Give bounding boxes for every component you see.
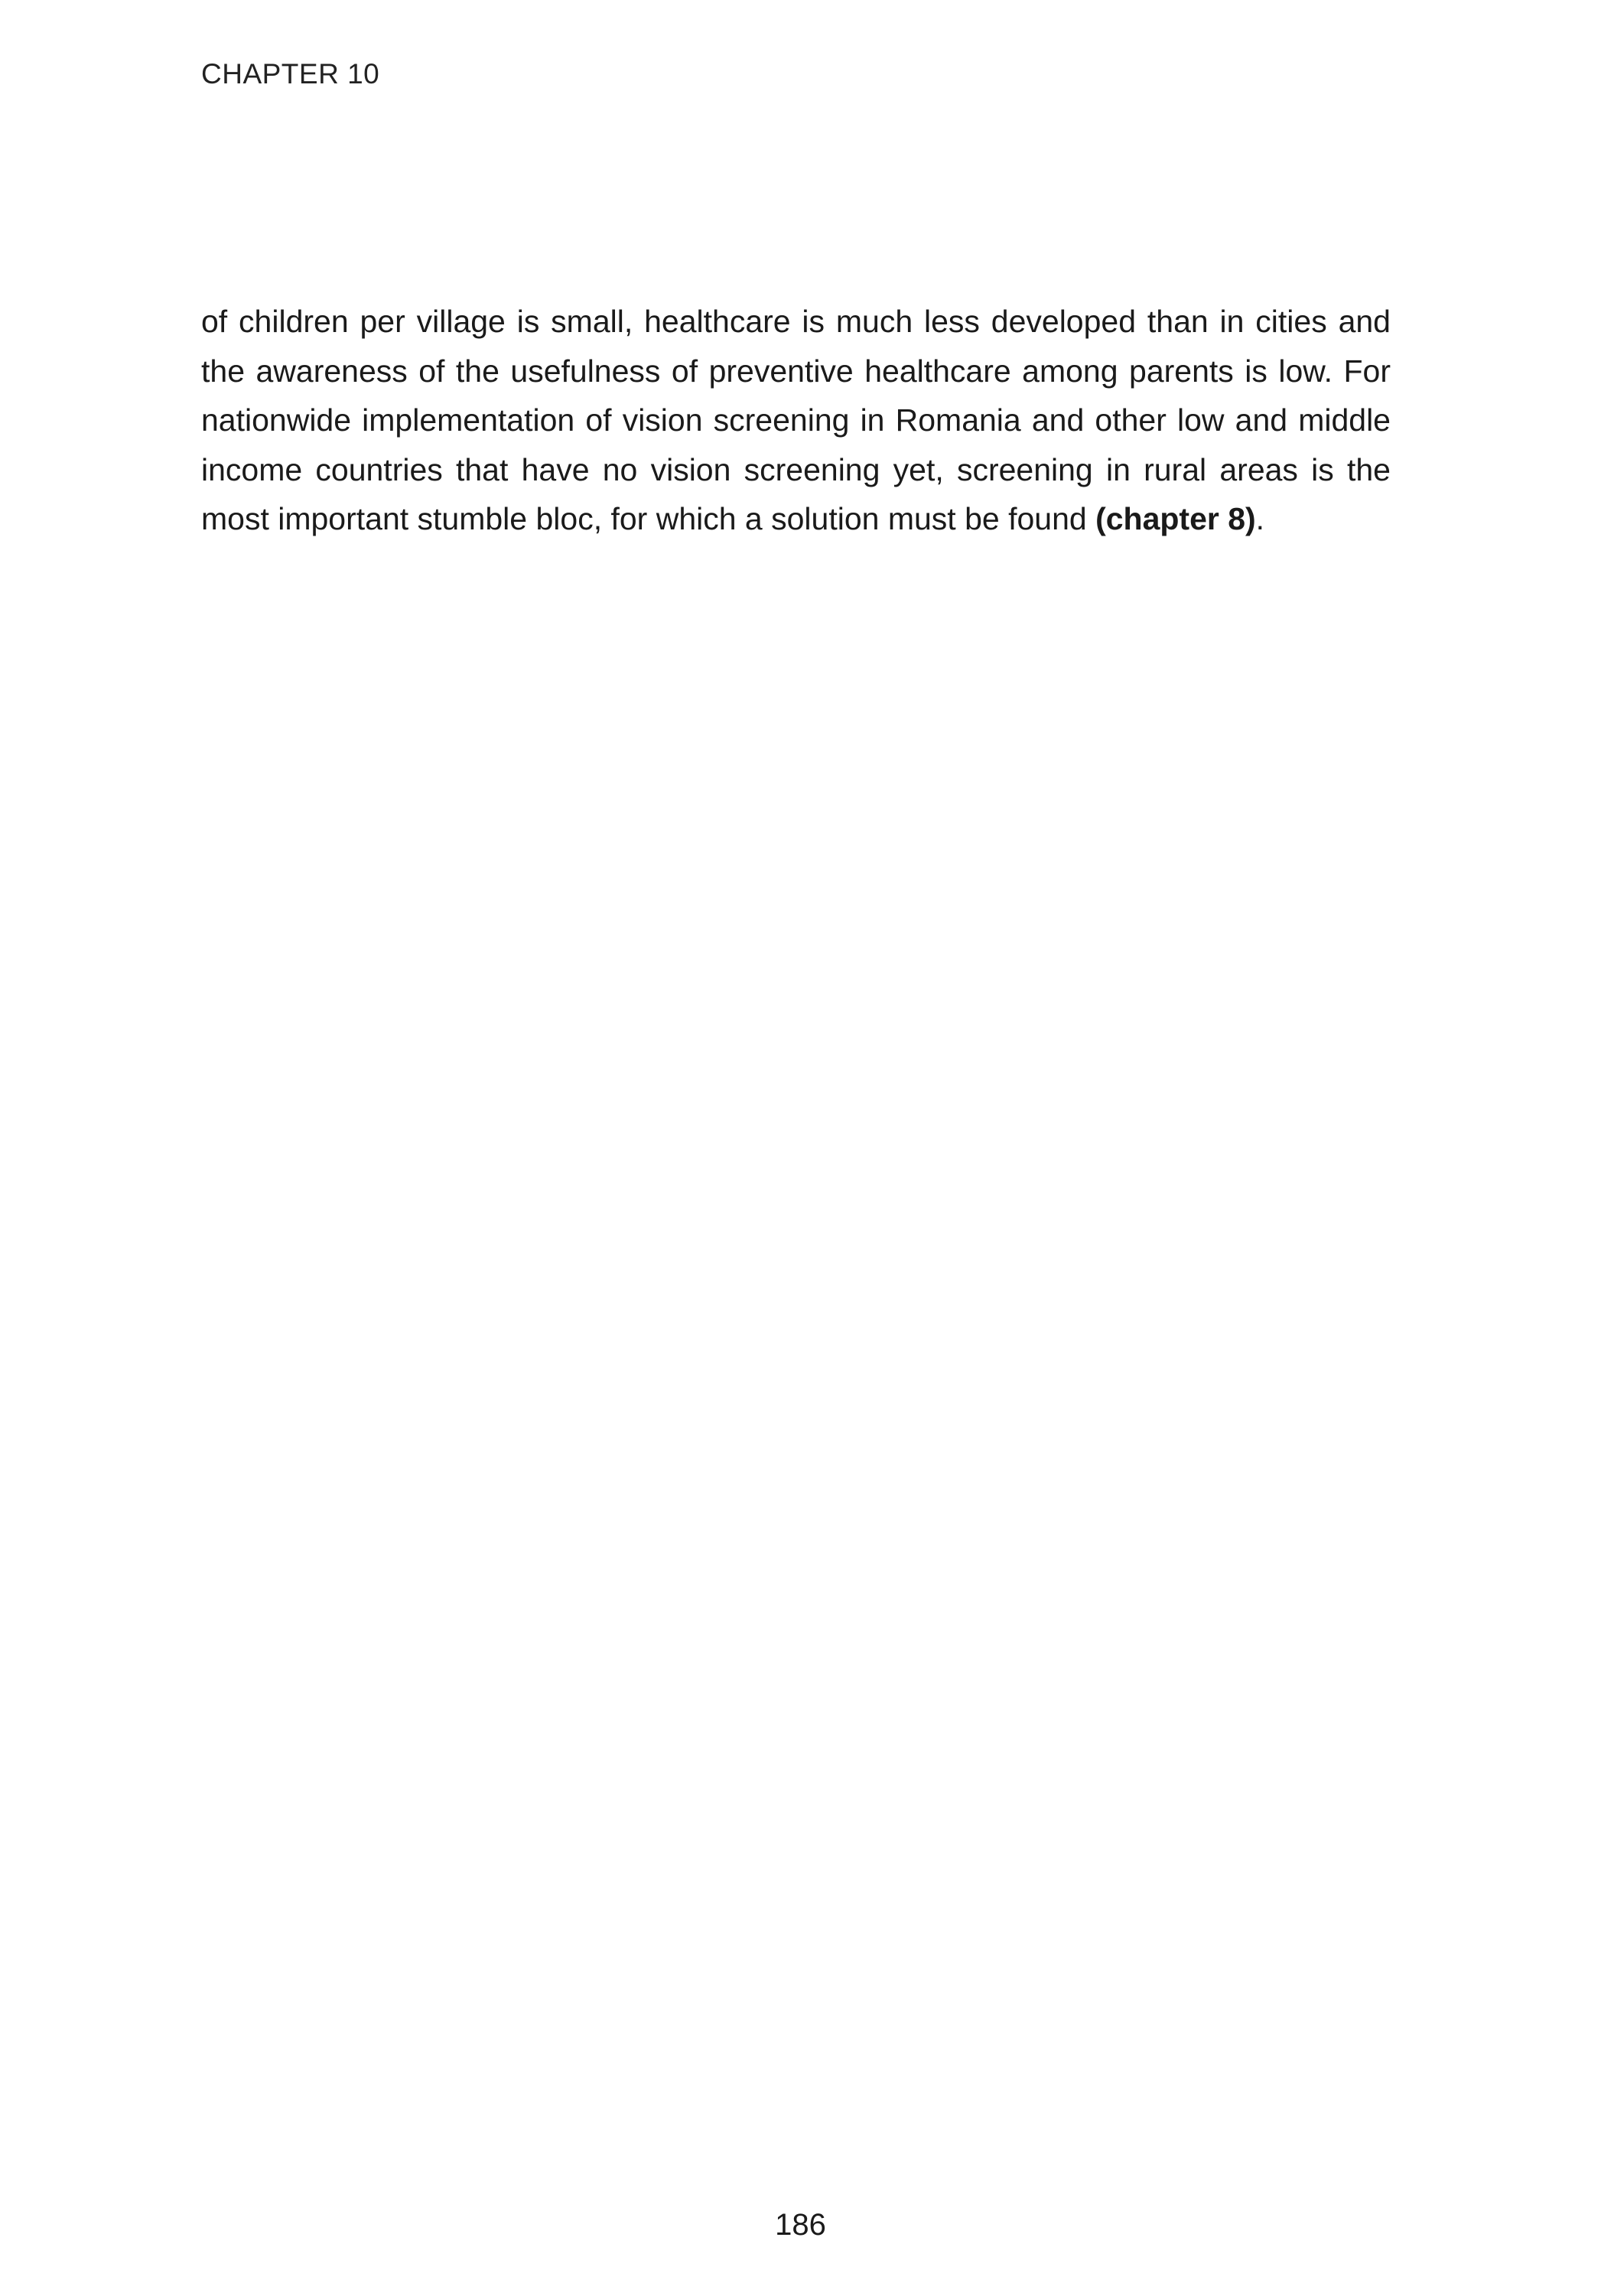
paragraph-text: of children per village is small, healthcare is much less developed than in cities and the awareness of the usefulness of preventive healthcare among parents is low. For nationwide implementation of vision screening in Romania and other low and middle income countries that have no vision screening yet, screening in rural areas is the most important stumble bloc, for which a solution must be found xyxy=(201,304,1391,536)
page-number: 186 xyxy=(775,2208,826,2242)
chapter-reference: (chapter 8) xyxy=(1095,501,1256,536)
body-paragraph xyxy=(201,297,1391,544)
paragraph-end-punctuation: . xyxy=(1255,501,1265,536)
running-header-chapter: CHAPTER 10 xyxy=(201,58,380,90)
